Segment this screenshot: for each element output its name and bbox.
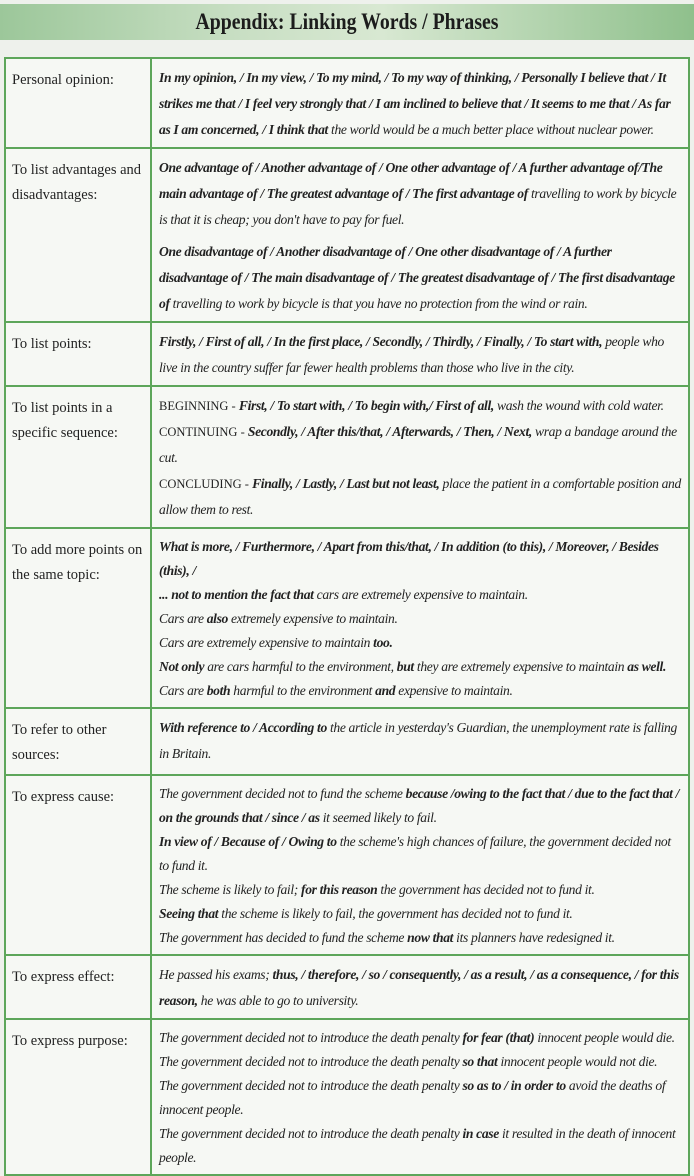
example-text: travelling to work by bicycle is that you have no protection from the wind or rain. bbox=[169, 296, 588, 311]
example-text: cars are extremely expensive to maintain. bbox=[313, 587, 528, 602]
example-paragraph bbox=[159, 655, 682, 679]
table-row bbox=[5, 775, 689, 955]
row-examples bbox=[151, 386, 689, 528]
example-text: The government decided not to introduce the death penalty bbox=[159, 1030, 463, 1045]
example-text: Cars are bbox=[159, 683, 207, 698]
linking-phrase: Seeing that bbox=[159, 906, 219, 921]
example-text: the world would be a much better place without nuclear power. bbox=[327, 122, 654, 137]
row-examples bbox=[151, 775, 689, 955]
row-examples bbox=[151, 322, 689, 386]
row-label: To express cause: bbox=[5, 775, 151, 955]
linking-phrase: Not only bbox=[159, 659, 205, 674]
linking-phrase: One disadvantage of / Another disadvantage of / One other disadvantage of / A further disadvantage of / The main disadvantage of / The greatest disadvantage of / The first disadvantage of bbox=[159, 244, 675, 311]
example-text: the scheme's high chances of failure, the government decided not to fund it. bbox=[159, 834, 671, 873]
linking-phrase: too. bbox=[373, 635, 393, 650]
row-examples bbox=[151, 58, 689, 148]
linking-phrase: for this reason bbox=[301, 882, 378, 897]
example-text: it seemed likely to fail. bbox=[319, 810, 437, 825]
example-paragraph bbox=[159, 830, 682, 878]
example-text: it resulted in the death of innocent people. bbox=[159, 1126, 676, 1165]
linking-phrase: also bbox=[206, 611, 228, 626]
row-examples bbox=[151, 1019, 689, 1175]
table-row bbox=[5, 708, 689, 775]
table-row bbox=[5, 1019, 689, 1175]
linking-phrase: but bbox=[396, 659, 414, 674]
example-text: Cars are extremely expensive to maintain bbox=[159, 635, 374, 650]
example-paragraph bbox=[159, 878, 682, 902]
table-row bbox=[5, 528, 689, 708]
example-text: they are extremely expensive to maintain bbox=[413, 659, 628, 674]
example-paragraph bbox=[159, 926, 682, 950]
example-paragraph bbox=[159, 679, 682, 703]
example-paragraph bbox=[159, 329, 682, 381]
row-label: To list points in a specific sequence: bbox=[5, 386, 151, 528]
example-text: The government decided not to introduce the death penalty bbox=[159, 1054, 463, 1069]
example-text: are cars harmful to the environment, bbox=[204, 659, 397, 674]
row-examples bbox=[151, 528, 689, 708]
row-label: To refer to other sources: bbox=[5, 708, 151, 775]
linking-phrase: both bbox=[206, 683, 231, 698]
linking-phrase: What is more, / Furthermore, / Apart from this/that, / In addition (to this), / Moreover, / Besides (this), / bbox=[159, 539, 659, 578]
example-paragraph bbox=[159, 471, 682, 523]
example-paragraph bbox=[159, 239, 682, 317]
example-text: travelling to work by bicycle is that it is cheap; you don't have to pay for fuel. bbox=[159, 186, 677, 227]
sequence-stage: BEGINNING - bbox=[159, 399, 239, 413]
example-paragraph bbox=[159, 535, 682, 583]
linking-phrase: First, / To start with, / To begin with,/ First of all, bbox=[238, 398, 494, 413]
linking-phrase: and bbox=[375, 683, 396, 698]
example-text: people who live in the country suffer far fewer health problems than those who live in the city. bbox=[159, 334, 664, 375]
linking-phrase: as well. bbox=[627, 659, 667, 674]
row-label: To list advantages and disadvantages: bbox=[5, 148, 151, 322]
example-text: The government decided not to introduce the death penalty bbox=[159, 1126, 463, 1141]
example-text: harmful to the environment bbox=[230, 683, 376, 698]
example-text: the article in yesterday's Guardian, the unemployment rate is falling in Britain. bbox=[159, 720, 677, 761]
example-text: wash the wound with cold water. bbox=[493, 398, 664, 413]
example-text: Cars are bbox=[159, 611, 207, 626]
example-text: The government has decided to fund the scheme bbox=[159, 930, 408, 945]
example-paragraph bbox=[159, 1074, 682, 1122]
row-examples bbox=[151, 148, 689, 322]
example-text: extremely expensive to maintain. bbox=[227, 611, 398, 626]
linking-phrase: Firstly, / First of all, / In the first place, / Secondly, / Thirdly, / Finally, / To start with, bbox=[159, 334, 603, 349]
example-paragraph bbox=[159, 155, 682, 233]
example-paragraph bbox=[159, 65, 682, 143]
table-row bbox=[5, 955, 689, 1019]
linking-phrase: One advantage of / Another advantage of / One other advantage of / A further advantage of/The main advantage of / The greatest advantage of / The first advantage of bbox=[159, 160, 663, 201]
table-row bbox=[5, 322, 689, 386]
linking-phrase: now that bbox=[407, 930, 454, 945]
linking-phrase: ... not to mention the fact that bbox=[159, 587, 314, 602]
example-text: avoid the deaths of innocent people. bbox=[159, 1078, 666, 1117]
row-label: To add more points on the same topic: bbox=[5, 528, 151, 708]
table-row bbox=[5, 58, 689, 148]
table-row bbox=[5, 148, 689, 322]
example-paragraph bbox=[159, 631, 682, 655]
example-text: The government decided not to introduce the death penalty bbox=[159, 1078, 463, 1093]
example-text: he was able to go to university. bbox=[197, 993, 359, 1008]
page-title: Appendix: Linking Words / Phrases bbox=[195, 9, 499, 34]
example-paragraph bbox=[159, 782, 682, 830]
linking-phrase: so that bbox=[462, 1054, 498, 1069]
row-label: Personal opinion: bbox=[5, 58, 151, 148]
example-paragraph bbox=[159, 607, 682, 631]
row-label: To list points: bbox=[5, 322, 151, 386]
linking-phrase: Secondly, / After this/that, / Afterwards, / Then, / Next, bbox=[247, 424, 532, 439]
linking-phrase: in case bbox=[462, 1126, 499, 1141]
linking-phrase: thus, / therefore, / so / consequently, / as a result, / as a consequence, / for this reason, bbox=[159, 967, 679, 1008]
example-paragraph bbox=[159, 1050, 682, 1074]
example-text: The government decided not to fund the scheme bbox=[159, 786, 406, 801]
linking-words-table bbox=[4, 57, 690, 1176]
example-text: innocent people would not die. bbox=[497, 1054, 658, 1069]
example-paragraph bbox=[159, 1122, 682, 1170]
sequence-stage: CONTINUING - bbox=[159, 425, 248, 439]
example-text: The scheme is likely to fail; bbox=[159, 882, 302, 897]
example-paragraph bbox=[159, 419, 682, 471]
example-paragraph bbox=[159, 583, 682, 607]
linking-phrase: Finally, / Lastly, / Last but not least, bbox=[252, 476, 440, 491]
linking-phrase: In view of / Because of / Owing to bbox=[159, 834, 337, 849]
example-text: expensive to maintain. bbox=[395, 683, 513, 698]
example-paragraph bbox=[159, 393, 682, 419]
row-label: To express effect: bbox=[5, 955, 151, 1019]
example-text: the scheme is likely to fail, the government has decided not to fund it. bbox=[218, 906, 573, 921]
example-text: place the patient in a comfortable position and allow them to rest. bbox=[159, 476, 681, 517]
sequence-stage: CONCLUDING - bbox=[159, 477, 253, 491]
linking-phrase: With reference to / According to bbox=[159, 720, 327, 735]
example-text: innocent people would die. bbox=[534, 1030, 675, 1045]
example-paragraph bbox=[159, 962, 682, 1014]
example-text: the government has decided not to fund it. bbox=[377, 882, 595, 897]
row-examples bbox=[151, 955, 689, 1019]
example-text: He passed his exams; bbox=[159, 967, 273, 982]
example-text: wrap a bandage around the cut. bbox=[159, 424, 677, 465]
example-paragraph bbox=[159, 1026, 682, 1050]
linking-phrase: so as to / in order to bbox=[462, 1078, 566, 1093]
linking-phrase: In my opinion, / In my view, / To my mind, / To my way of thinking, / Personally I believe that / It strikes me that / I feel very strongly that / I am inclined to believe that / It seems to me that / As far as I am concerned, / I think that bbox=[159, 70, 671, 137]
row-examples bbox=[151, 708, 689, 775]
table-row bbox=[5, 386, 689, 528]
linking-phrase: for fear (that) bbox=[462, 1030, 535, 1045]
example-paragraph bbox=[159, 715, 682, 767]
example-paragraph bbox=[159, 902, 682, 926]
linking-phrase: because /owing to the fact that / due to the fact that / on the grounds that / since / as bbox=[159, 786, 680, 825]
row-label: To express purpose: bbox=[5, 1019, 151, 1175]
example-text: its planners have redesigned it. bbox=[453, 930, 615, 945]
